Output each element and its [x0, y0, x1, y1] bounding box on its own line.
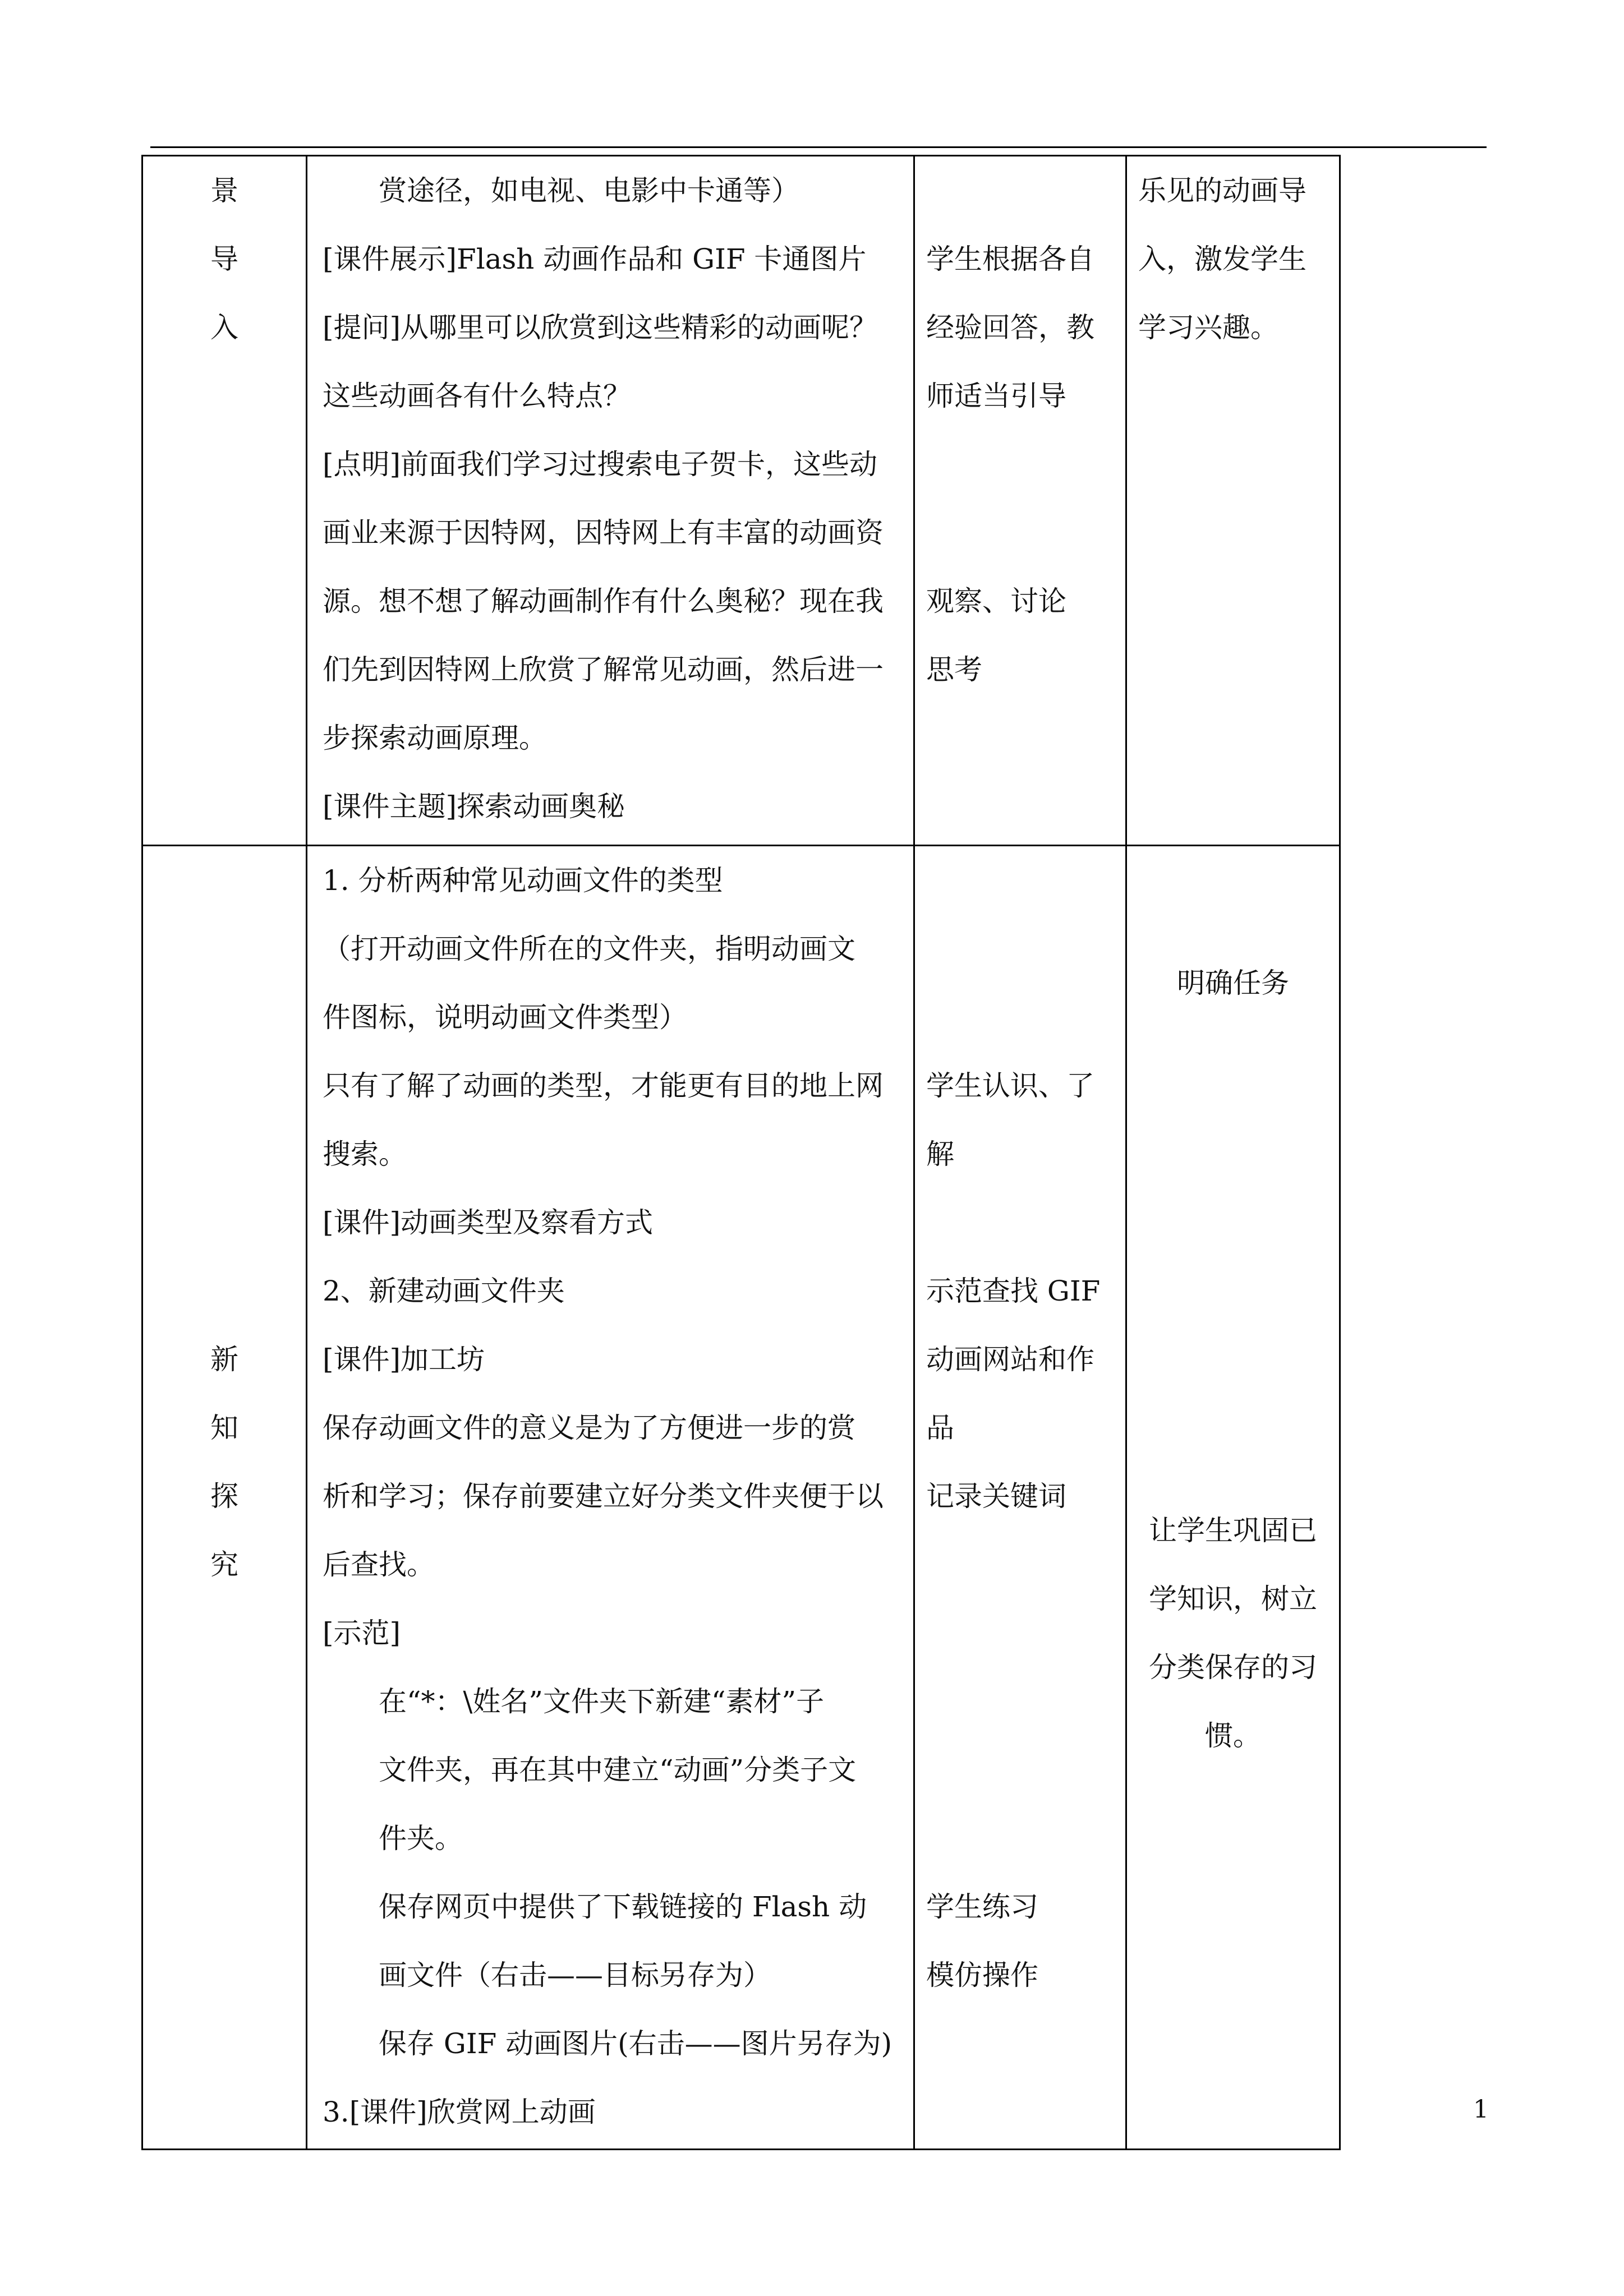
teacher-line: 们先到因特网上欣赏了解常见动画，然后进一 [323, 653, 884, 686]
stage-char: 入 [210, 311, 238, 344]
table-row-intro [142, 156, 1340, 846]
teacher-line: [课件展示]Flash 动画作品和 GIF 卡通图片 [323, 243, 867, 275]
teacher-line: （打开动画文件所在的文件夹，指明动画文 [323, 933, 855, 965]
teacher-line: 赏途径，如电视、电影中卡通等） [379, 174, 799, 207]
teacher-line: 保存动画文件的意义是为了方便进一步的赏 [323, 1412, 855, 1444]
stage-char: 知 [210, 1412, 238, 1444]
teacher-activity-cell-intro [307, 156, 914, 846]
student-line: 示范查找 GIF [926, 1275, 1101, 1307]
intent-line: 惯。 [1205, 1719, 1261, 1752]
student-activity-cell-intro [914, 156, 1126, 846]
design-intent-cell-intro [1126, 156, 1340, 846]
teacher-line: [提问]从哪里可以欣赏到这些精彩的动画呢？ [323, 311, 878, 344]
intent-line: 学知识，树立 [1149, 1583, 1317, 1615]
teacher-line: 件图标，说明动画文件类型） [323, 1001, 687, 1034]
stage-char: 新 [210, 1343, 238, 1376]
teacher-line: 保存 GIF 动画图片(右击——图片另存为) [379, 2027, 892, 2060]
teacher-line: 源。想不想了解动画制作有什么奥秘？现在我 [323, 585, 884, 617]
teacher-line: 这些动画各有什么特点？ [323, 380, 631, 412]
student-line: 解 [926, 1138, 954, 1170]
student-line: 师适当引导 [926, 380, 1066, 412]
student-line: 品 [926, 1412, 954, 1444]
page-number: 1 [1473, 2095, 1489, 2124]
stage-cell-explore [142, 846, 307, 2150]
intent-line: 乐见的动画导 [1138, 174, 1306, 207]
header-rule [150, 146, 1487, 148]
teacher-line: 文件夹，再在其中建立“动画”分类子文 [379, 1754, 857, 1786]
student-line: 学生根据各自 [926, 243, 1094, 275]
teacher-line: 1. 分析两种常见动画文件的类型 [323, 864, 723, 897]
teacher-line: 画文件（右击——目标另存为） [379, 1959, 771, 1991]
teacher-line: 画业来源于因特网，因特网上有丰富的动画资 [323, 517, 884, 549]
teacher-line: 步探索动画原理。 [323, 722, 547, 754]
intent-line: 入，激发学生 [1138, 243, 1306, 275]
teacher-line: [课件主题]探索动画奥秘 [323, 790, 625, 823]
teacher-line: 析和学习；保存前要建立好分类文件夹便于以 [323, 1480, 884, 1513]
teacher-line: [课件]加工坊 [323, 1343, 485, 1376]
intent-line: 分类保存的习 [1149, 1651, 1317, 1684]
stage-char: 究 [210, 1548, 238, 1581]
teacher-line: 保存网页中提供了下载链接的 Flash 动 [379, 1891, 867, 1923]
teacher-line: 只有了解了动画的类型，才能更有目的地上网 [323, 1069, 884, 1102]
student-line: 思考 [926, 653, 982, 686]
student-line: 学生认识、了 [926, 1069, 1094, 1102]
student-line: 学生练习 [926, 1891, 1038, 1923]
student-line: 动画网站和作 [926, 1343, 1094, 1376]
teacher-line: [点明]前面我们学习过搜索电子贺卡，这些动 [323, 448, 878, 481]
table-row-explore [142, 846, 1340, 2150]
student-line: 经验回答，教 [926, 311, 1094, 344]
student-activity-cell-explore [914, 846, 1126, 2150]
teacher-line: 在“*：\姓名”文件夹下新建“素材”子 [379, 1685, 825, 1718]
stage-char: 景 [210, 174, 238, 207]
student-line: 记录关键词 [926, 1480, 1066, 1513]
intent-line: 让学生巩固已 [1149, 1514, 1317, 1547]
stage-char: 导 [210, 243, 238, 275]
teacher-line: 3.[课件]欣赏网上动画 [323, 2096, 596, 2128]
teacher-line: 件夹。 [379, 1822, 463, 1855]
stage-cell-intro [142, 156, 307, 846]
stage-char: 探 [210, 1480, 238, 1513]
student-line: 观察、讨论 [926, 585, 1066, 617]
teacher-line: [课件]动画类型及察看方式 [323, 1206, 654, 1239]
teacher-activity-cell-explore [307, 846, 914, 2150]
student-line: 模仿操作 [926, 1959, 1038, 1991]
teacher-line: [示范] [323, 1617, 401, 1649]
teacher-line: 搜索。 [323, 1138, 407, 1170]
design-intent-cell-explore [1126, 846, 1340, 2150]
intent-line: 明确任务 [1177, 967, 1289, 999]
intent-line: 学习兴趣。 [1138, 311, 1278, 344]
teacher-line: 2、新建动画文件夹 [323, 1275, 565, 1307]
lesson-plan-table [141, 155, 1341, 2150]
teacher-line: 后查找。 [323, 1548, 435, 1581]
